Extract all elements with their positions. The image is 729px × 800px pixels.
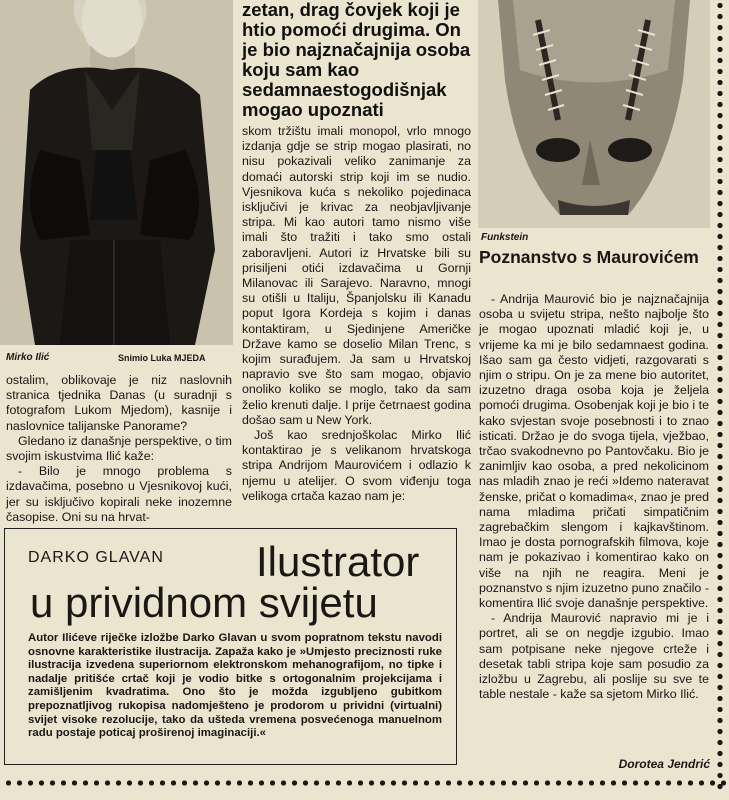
sidebox-title-line1: Ilustrator xyxy=(256,538,420,585)
portrait-photo xyxy=(0,0,233,345)
section-headline: Poznanstvo s Maurovićem xyxy=(479,247,699,267)
column-1-text xyxy=(6,373,232,525)
column-2-text xyxy=(242,124,471,504)
photo-caption-name: Mirko Ilić xyxy=(6,352,50,363)
dotted-border-bottom xyxy=(0,778,729,788)
paragraph: - Bilo je mnogo problema s izdavačima, posebno u Vjesnikovoj kući, jer su isključivo kopirali neke inozemne časopise. Oni su na hrvat- xyxy=(6,464,232,524)
frankenstein-head-illustration xyxy=(478,0,710,228)
byline: Dorotea Jendrić xyxy=(618,757,710,771)
paragraph: - Andrija Maurović bio je najznačajnija osoba u svijetu stripa, nešto najbolje što je mogao upoznati mladić koji je, u vrijeme ka mi je bilo sedamnaest godina. Išao sam ga često vidjeti, razgovarati s njim o stripu. On je za mene bio autoritet, izuzetno draga osoba koja je željela pomoći drugima. Osobenjak koji je bio i te kako svjestan svoje posebnosti i to znao isticati. Držao je do svoga tijela, vježbao, trčao svakodnevno po Pantovčaku. Bio je zanimljiv kao osoba, a pred nekolicinom nas mladih znao je reći »Idemo nateravat ženske, pričat o komadima«, znao je pred nama mladima pričati simpatičnim zagrebačkim slengom i kajkavštinom. Imao je dosta pornografskih filmova, koje nam je pokazivao i komentirao kako on više na njih ne reagira. Meni je poznanstvo s njim izuzetno puno značilo - komentira Ilić svoje današnje perspektive. xyxy=(479,292,709,611)
sidebox-text: Autor Ilićeve riječke izložbe Darko Glavan u svom popratnom tekstu navodi osnovne karakteristike ilustracija. Zapaža kako je »Umjesto preciznosti ruke ilustracija izvedena superiornom elektronskom mehanografijom, no tipke i nadalje pritišće crtač koji je vodio bitke s ortogonalnim projekcijama i zamišljenim kvadratima. Ono što je možda izgubljeno gubitkom prepoznatljivog rukopisa nadomješteno je prodorom u prividni (virtualni) svijet visoke rezolucije, tako da ušteda vremena posvećenoga manuelnom radu postaje poticaj proširenoj imaginaciji.« xyxy=(28,632,442,740)
sidebox-author: DARKO GLAVAN xyxy=(28,549,164,566)
paragraph: ostalim, oblikovaje je niz naslovnih stranica tjednika Danas (u suradnji s fotografom Lukom Mjedom), kasnije i naslovnice talijanske Panorame? xyxy=(6,373,232,433)
man-portrait-illustration xyxy=(0,0,233,345)
illustration-caption: Funkstein xyxy=(481,232,529,243)
pull-quote: zetan, drag čovjek koji je htio pomoći drugima. On je bio najznačajnija osoba koju sam kao sedamnaestogodišnjak mogao upoznati xyxy=(242,0,471,120)
paragraph: Gledano iz današnje perspektive, o tim svojim iskustvima Ilić kaže: xyxy=(6,433,232,464)
photo-credit: Snimio Luka MJEDA xyxy=(118,353,206,363)
sidebox-title-line2: u prividnom svijetu xyxy=(30,579,378,626)
dotted-border-right xyxy=(714,0,726,790)
funkstein-illustration xyxy=(478,0,710,228)
paragraph: skom tržištu imali monopol, vrlo mnogo izdanja gdje se strip mogao plasirati, no nisu pokazivali veliko zanimanje za domaći autorski strip koji im se nudio. Vjesnikova kuća s nekoliko pojedinaca isključivi je krivac za neobjavljivanje stripa. Mi kao autori tamo nismo više imali što tražiti i tako smo ostali zaboravljeni. Autori iz Hrvatske bili su prisiljeni otići izdavačima u Gornji Milanovac ili Sarajevo. Naravno, mnogi su otišli u Italiju, Španjolsku ili Kanadu poput Igora Kordeja s kojim i danas kontaktiram, u Sjedinjene Američke Države kamo se doselio Milan Trenc, s kojim surađujem. Ja sam u Hrvatskoj napravio sve što sam mogao, objavio onoliko koliko se moglo, tako da sam želio krenuti dalje. I prije četrnaest godina došao sam u New York. xyxy=(242,124,471,427)
paragraph: Još kao srednjoškolac Mirko Ilić kontaktirao je s velikanom hrvatskoga stripa Andrijom Maurovićem i odlazio k njemu u atelijer. O svom viđenju toga velikoga crtača kazao nam je: xyxy=(242,428,471,503)
column-3-text xyxy=(479,292,709,702)
paragraph: - Andrija Maurović napravio mi je i portret, ali se on negdje izgubio. Imao sam potpisane neke njegove crteže i desetak tabli stripa koje sam posudio za izložbu u Zagrebu, ali poslije su sve te table nestale - kaže sa sjetom Mirko Ilić. xyxy=(479,611,709,702)
